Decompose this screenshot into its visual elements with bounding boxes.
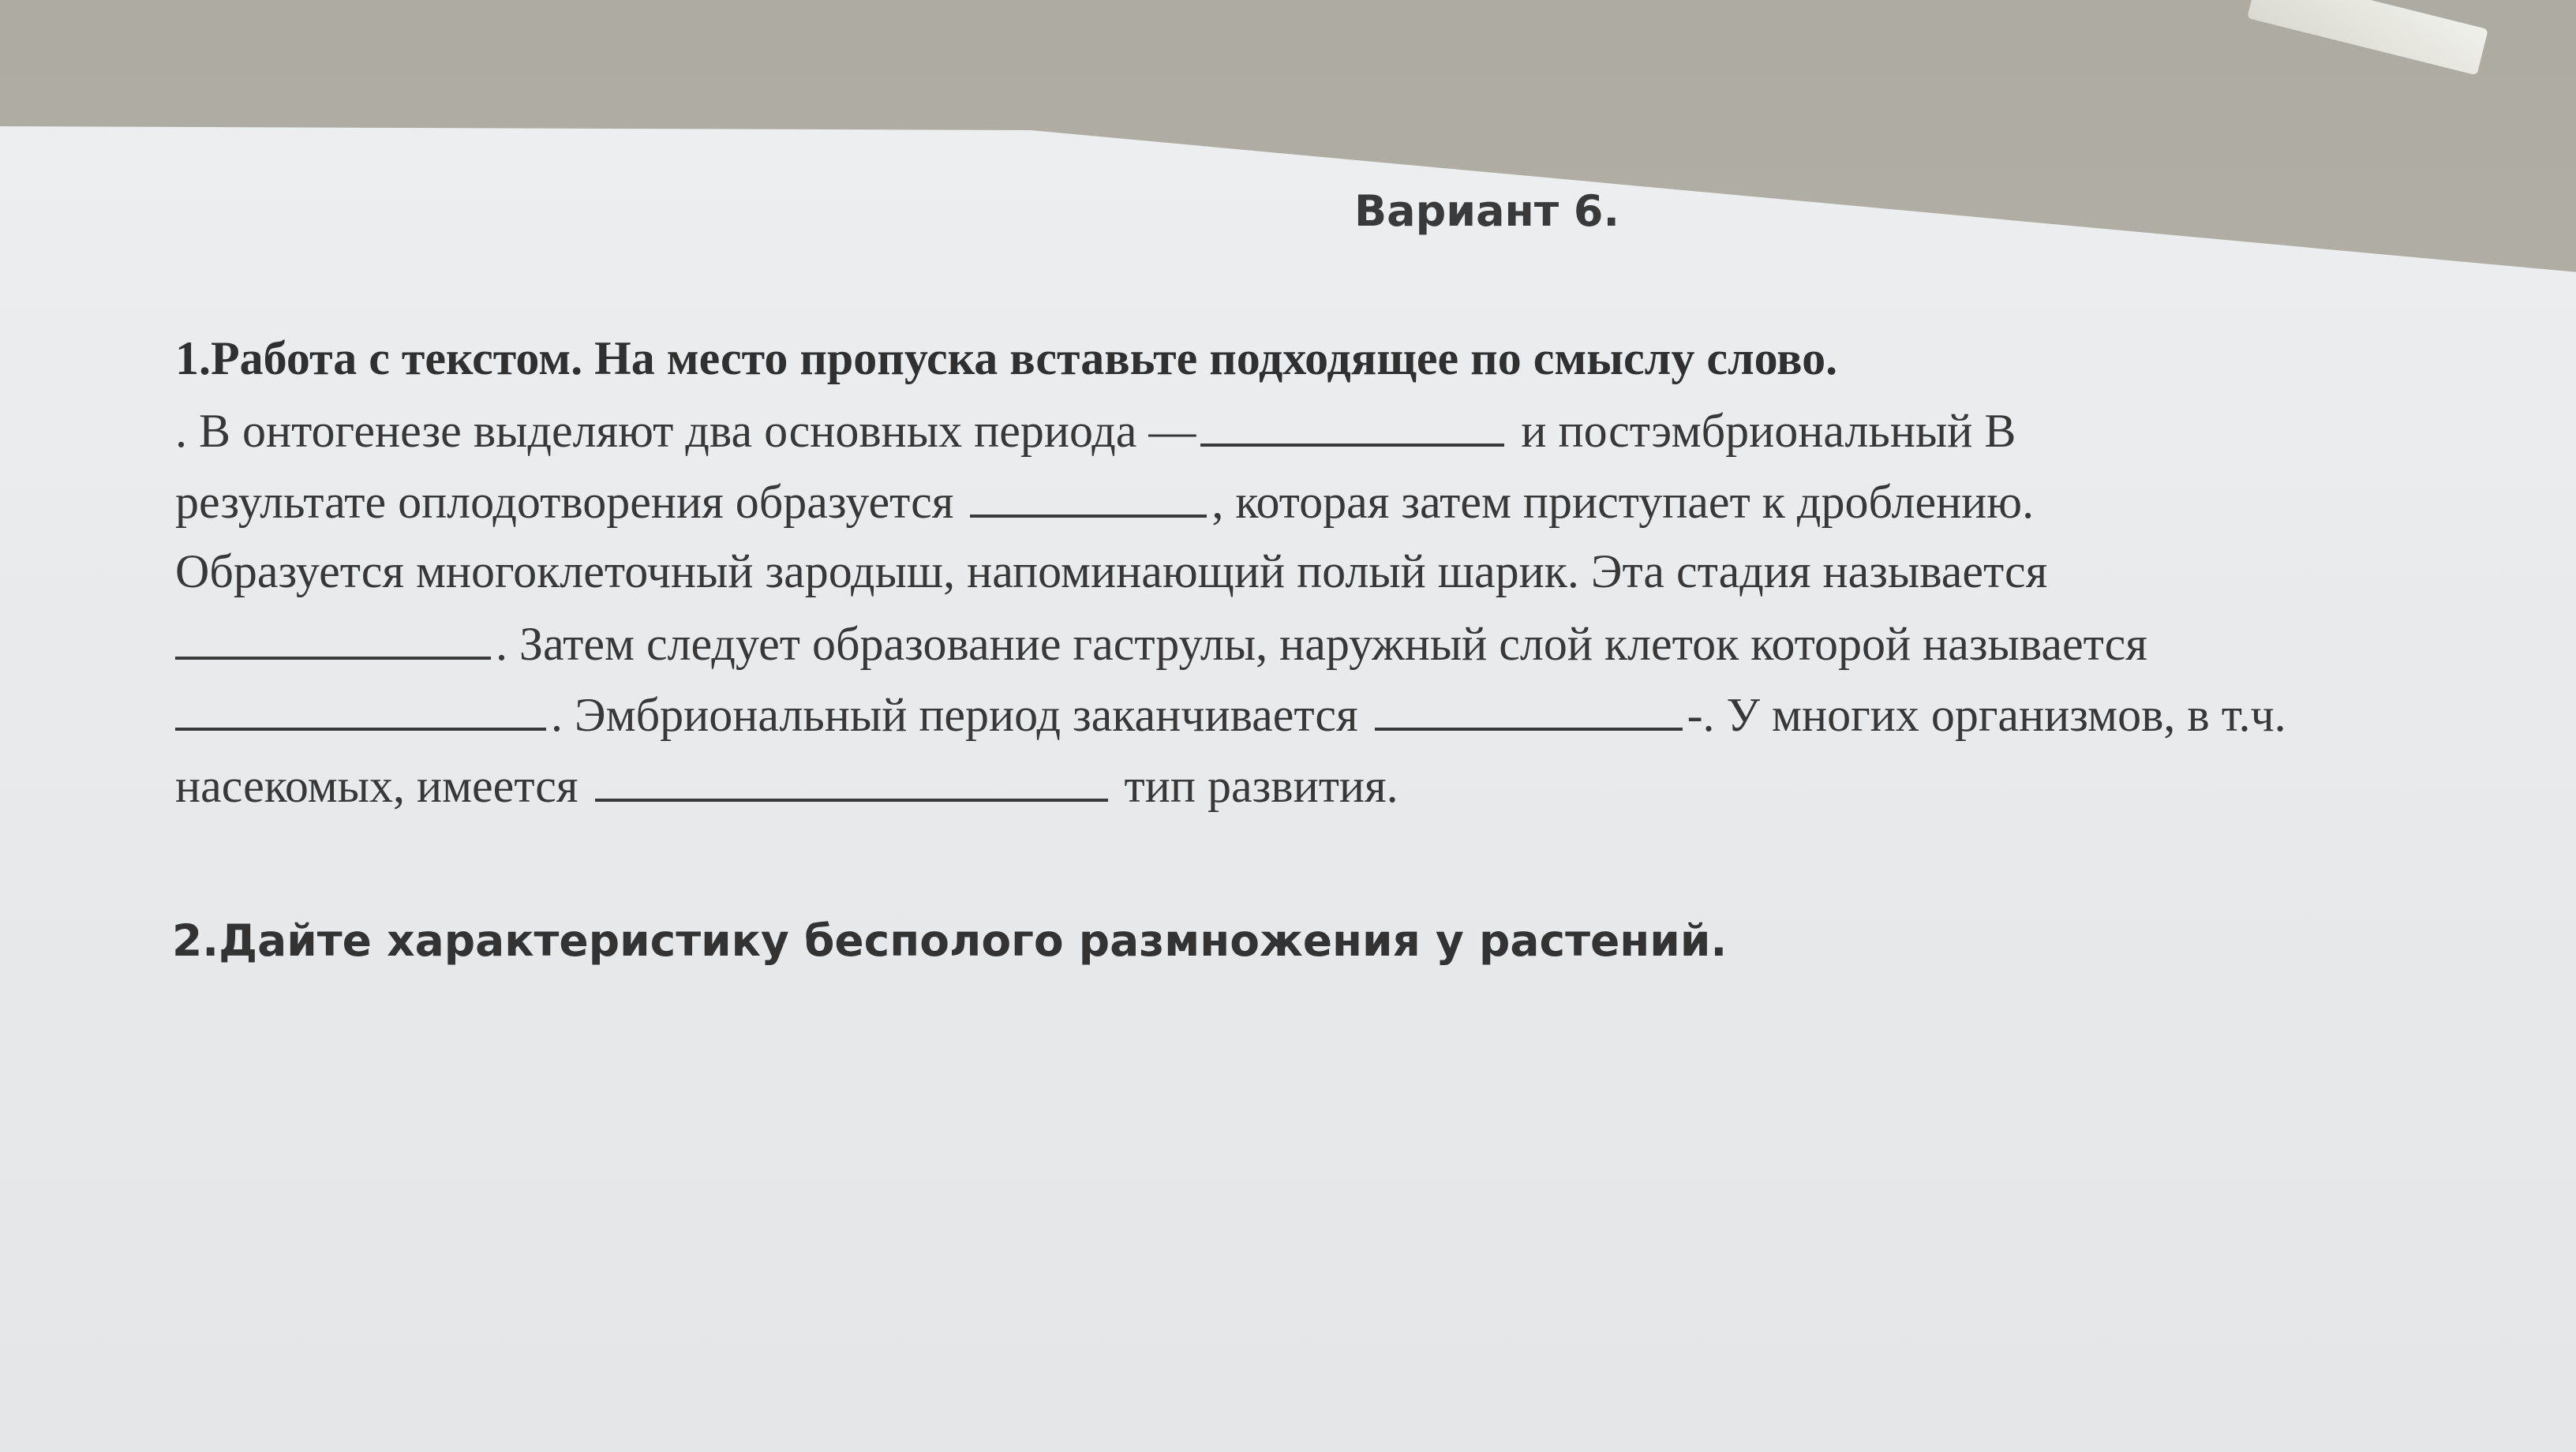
line-6-end: тип развития. bbox=[1112, 760, 1398, 812]
line-5-mid: . Эмбриональный период заканчивается bbox=[551, 689, 1370, 741]
text-line-5 bbox=[175, 687, 2286, 743]
line-1-start: . В онтогенезе выделяют два основных периода — bbox=[175, 405, 1196, 457]
blank-development-type[interactable] bbox=[595, 758, 1108, 802]
text-line-3: Образуется многоклеточный зародыш, напоминающий полый шарик. Эта стадия называется bbox=[175, 545, 2048, 597]
torn-paper-scrap bbox=[2247, 0, 2488, 75]
text-line-1 bbox=[175, 402, 2016, 458]
task2-heading: 2.Дайте характеристику бесполого размножения у растений. bbox=[172, 915, 1728, 966]
blank-embryo-end[interactable] bbox=[1375, 687, 1683, 731]
blank-period-name[interactable] bbox=[1200, 402, 1504, 447]
text-line-4 bbox=[175, 616, 2147, 672]
line-4-end: . Затем следует образование гаструлы, наружный слой клеток которой называется bbox=[496, 618, 2147, 670]
blank-blastula[interactable] bbox=[175, 616, 491, 660]
line-1-end: и постэмбриональный В bbox=[1509, 405, 2016, 457]
text-line-2 bbox=[175, 473, 2034, 530]
line-2-start: результате оплодотворения образуется bbox=[175, 476, 966, 528]
blank-zygote[interactable] bbox=[970, 473, 1207, 518]
variant-title: Вариант 6. bbox=[1354, 186, 1620, 236]
text-line-6 bbox=[175, 758, 1398, 814]
line-6-start: насекомых, имеется bbox=[175, 760, 590, 812]
line-2-end: , которая затем приступает к дроблению. bbox=[1211, 476, 2035, 528]
line-5-end: -. У многих организмов, в т.ч. bbox=[1687, 689, 2286, 741]
task1-heading: 1.Работа с текстом. На место пропуска вставьте подходящее по смыслу слово. bbox=[175, 332, 1838, 384]
blank-ectoderm[interactable] bbox=[175, 687, 546, 731]
